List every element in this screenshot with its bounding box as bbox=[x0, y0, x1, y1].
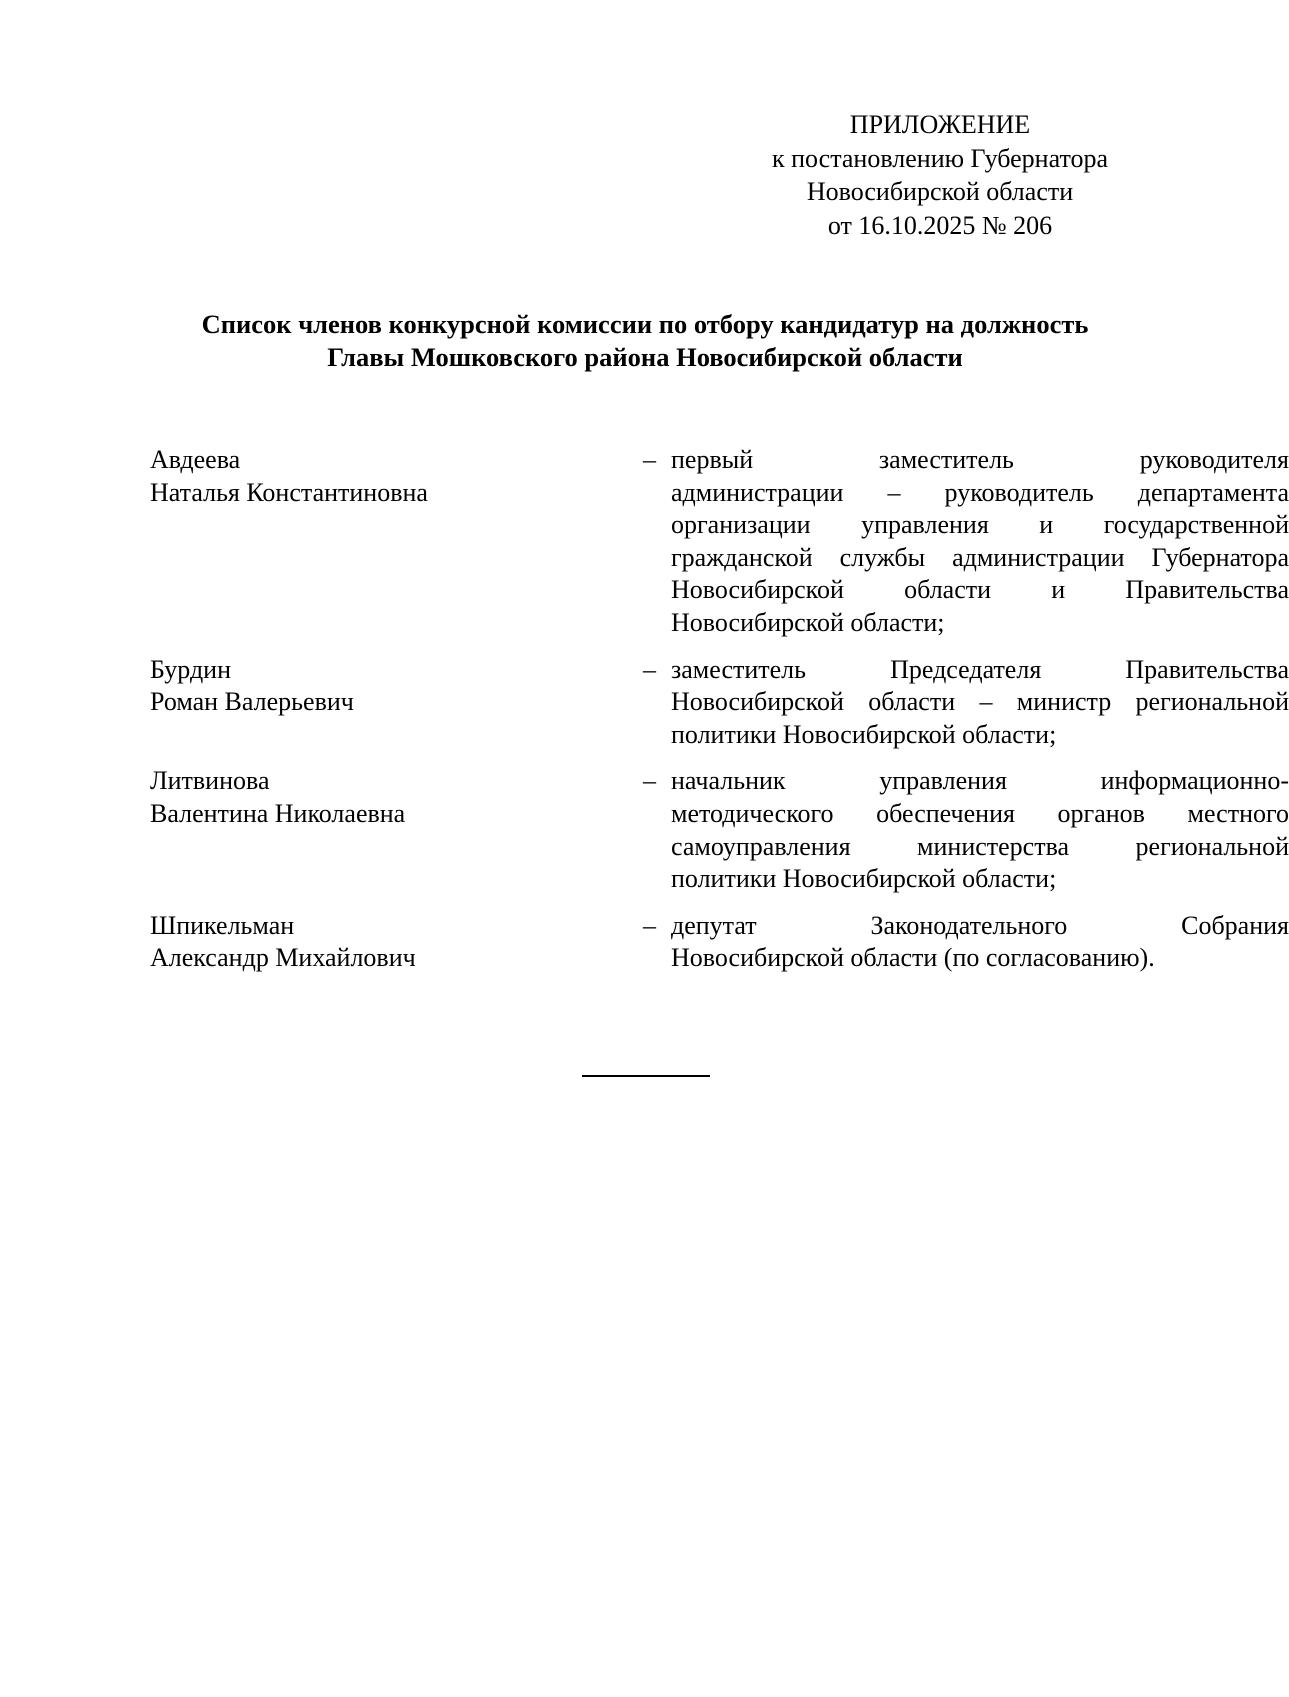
appendix-label: ПРИЛОЖЕНИЕ bbox=[849, 110, 1031, 139]
member-surname: Бурдин bbox=[150, 654, 231, 684]
position-line: начальник управления информационно- bbox=[671, 766, 1289, 796]
member-entry bbox=[150, 910, 1289, 975]
member-given-names: Валентина Николаевна bbox=[150, 798, 406, 828]
appendix-region: Новосибирской области bbox=[806, 177, 1074, 206]
member-surname: Литвинова bbox=[150, 766, 270, 796]
position-line: Новосибирской области; bbox=[671, 607, 945, 637]
appendix-header bbox=[740, 108, 1140, 242]
position-line: политики Новосибирской области; bbox=[671, 719, 1057, 749]
member-name bbox=[150, 444, 483, 640]
appendix-resolution-ref: к постановлению Губернатора bbox=[771, 143, 1109, 173]
members-list bbox=[150, 444, 1289, 989]
member-dash: – bbox=[643, 910, 656, 940]
position-line: депутат Законодательного Собрания bbox=[671, 910, 1289, 940]
member-position bbox=[671, 910, 1289, 975]
position-line: Новосибирской области – министр региональной bbox=[671, 687, 1289, 717]
position-line: организации управления и государственной bbox=[671, 510, 1289, 540]
position-line: заместитель Председателя Правительства bbox=[671, 654, 1289, 684]
member-given-names: Роман Валерьевич bbox=[150, 687, 354, 717]
member-name bbox=[150, 910, 483, 975]
document-title bbox=[100, 308, 1190, 374]
title-line-1: Список членов конкурсной комиссии по отбору кандидатур на должность bbox=[201, 309, 1089, 339]
position-line: политики Новосибирской области; bbox=[671, 864, 1057, 894]
member-entry bbox=[150, 654, 1289, 752]
member-position bbox=[671, 654, 1289, 752]
member-name bbox=[150, 765, 483, 895]
member-entry bbox=[150, 444, 1289, 640]
member-position bbox=[671, 444, 1289, 640]
position-line: первый заместитель руководителя bbox=[671, 445, 1289, 474]
member-dash: – bbox=[643, 445, 656, 474]
position-line: методического обеспечения органов местного bbox=[671, 798, 1289, 828]
appendix-date-number: от 16.10.2025 № 206 bbox=[827, 210, 1053, 240]
member-surname: Шпикельман bbox=[150, 910, 295, 940]
position-line: Новосибирской области и Правительства bbox=[671, 575, 1289, 605]
member-surname: Авдеева bbox=[150, 445, 241, 474]
member-entry bbox=[150, 765, 1289, 895]
position-line: администрации – руководитель департамента bbox=[671, 477, 1289, 507]
title-line-2: Главы Мошковского района Новосибирской области bbox=[327, 342, 963, 372]
member-dash: – bbox=[643, 766, 656, 796]
member-given-names: Александр Михайлович bbox=[150, 943, 416, 973]
end-of-document-rule bbox=[582, 1075, 710, 1077]
member-dash: – bbox=[643, 654, 656, 684]
member-name bbox=[150, 654, 483, 752]
position-line: Новосибирской области (по согласованию). bbox=[671, 943, 1155, 973]
member-given-names: Наталья Константиновна bbox=[150, 477, 428, 507]
member-position bbox=[671, 765, 1289, 895]
position-line: гражданской службы администрации Губернатора bbox=[671, 542, 1289, 572]
position-line: самоуправления министерства региональной bbox=[671, 831, 1289, 861]
